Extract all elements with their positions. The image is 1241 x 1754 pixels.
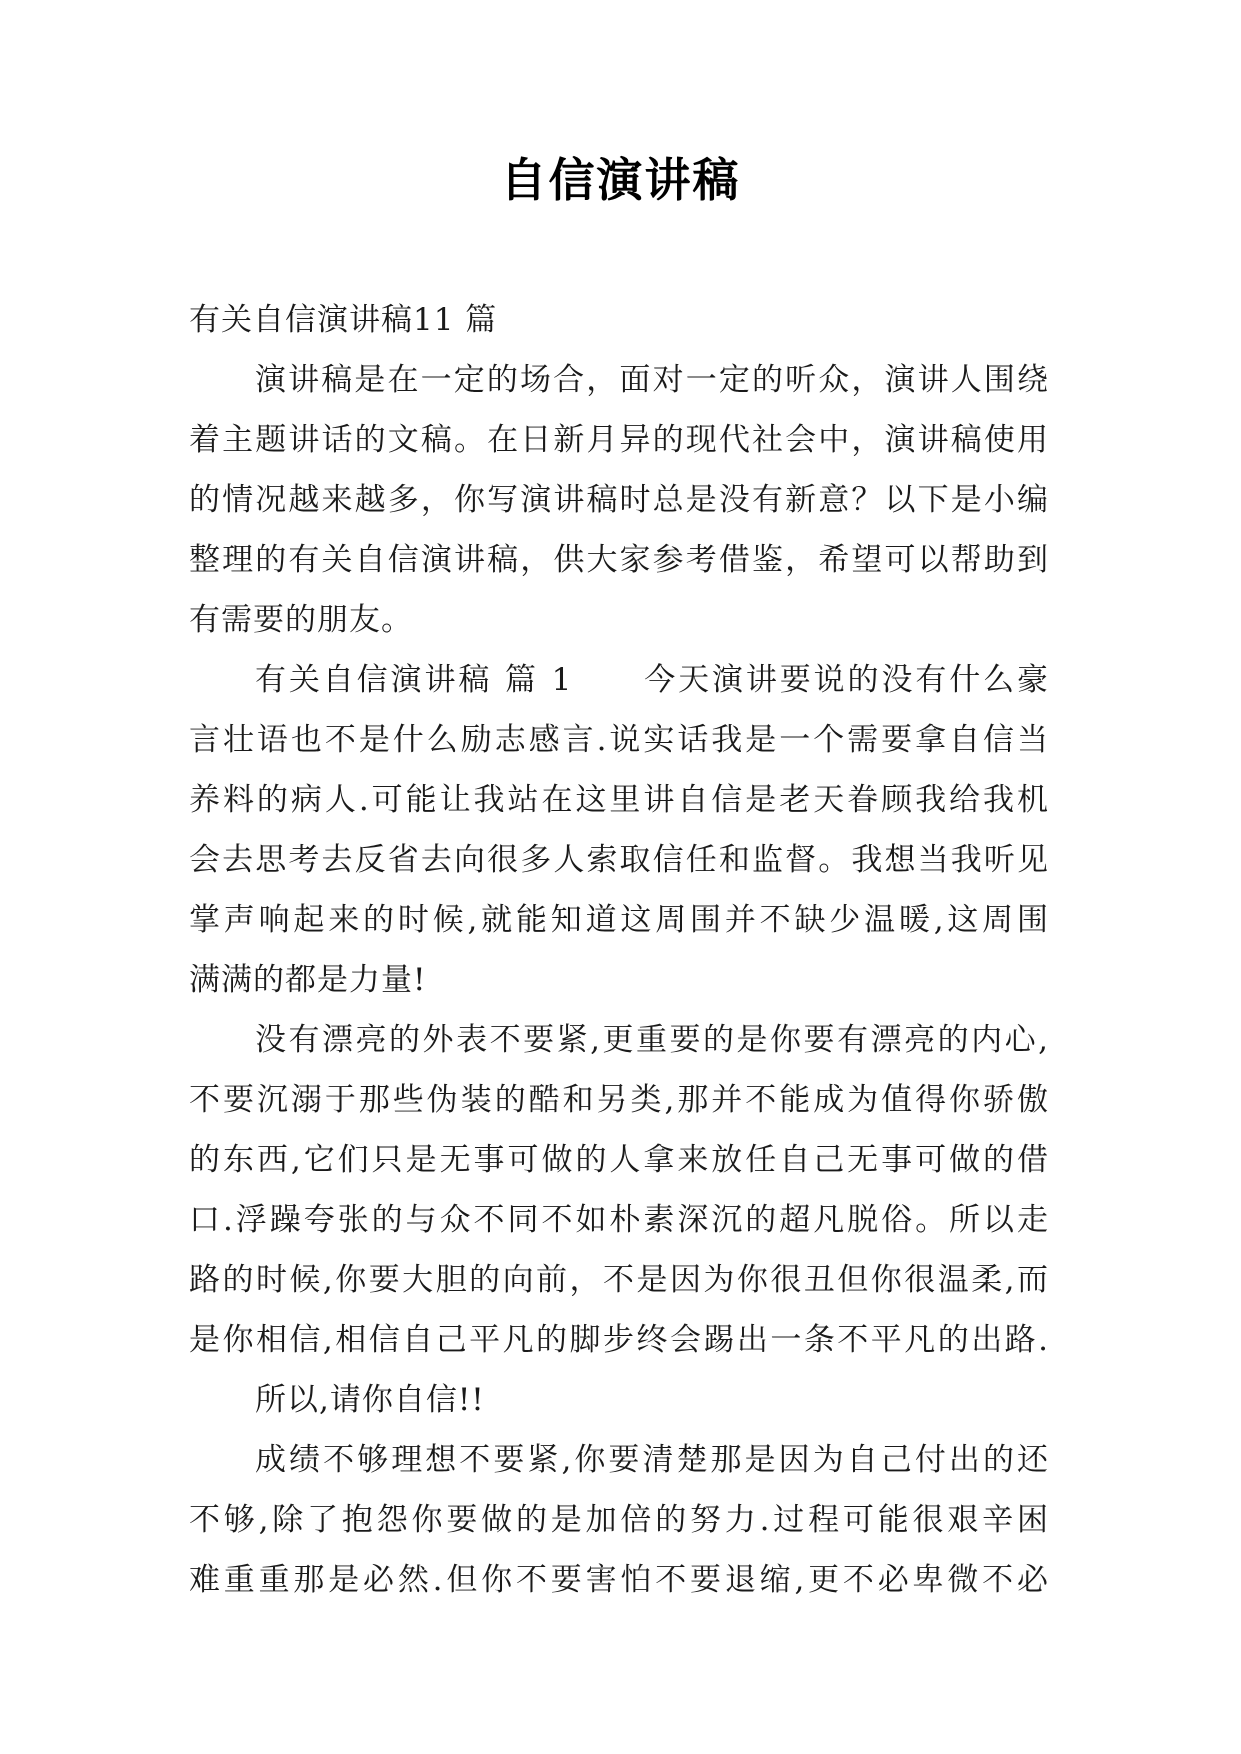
document-title: 自信演讲稿 — [500, 153, 741, 207]
paragraph-line — [189, 650, 1049, 710]
paragraph-line: 口.浮躁夸张的与众不同不如朴素深沉的超凡脱俗。所以走 — [189, 1202, 1049, 1238]
paragraph-line: 整理的有关自信演讲稿，供大家参考借鉴，希望可以帮助到 — [189, 542, 1049, 578]
paragraph-line: 不要沉溺于那些伪装的酷和另类,那并不能成为值得你骄傲 — [189, 1082, 1049, 1118]
document-subtitle: 有关自信演讲稿11 篇 — [189, 302, 498, 338]
paragraph-line: 满满的都是力量! — [189, 962, 427, 998]
document-body — [189, 290, 1049, 1610]
paragraph-line: 着主题讲话的文稿。在日新月异的现代社会中，演讲稿使用 — [189, 422, 1049, 458]
paragraph-line: 所以,请你自信!! — [255, 1382, 485, 1418]
paragraph-line: 不够,除了抱怨你要做的是加倍的努力.过程可能很艰辛困 — [189, 1502, 1049, 1538]
paragraph-line: 没有漂亮的外表不要紧,更重要的是你要有漂亮的内心, — [255, 1022, 1049, 1058]
paragraph-3 — [189, 1370, 1049, 1430]
intro-paragraph — [189, 350, 1049, 650]
paragraph-text: 今天演讲要说的没有什么豪 — [642, 662, 1049, 698]
section-heading: 有关自信演讲稿 篇 1 — [255, 662, 573, 698]
paragraph-line: 有需要的朋友。 — [189, 602, 413, 638]
paragraph-line: 会去思考去反省去向很多人索取信任和监督。我想当我听见 — [189, 842, 1049, 878]
paragraph-line: 的情况越来越多，你写演讲稿时总是没有新意？以下是小编 — [189, 482, 1049, 518]
paragraph-line: 的东西,它们只是无事可做的人拿来放任自己无事可做的借 — [189, 1142, 1049, 1178]
section-1-paragraph — [189, 650, 1049, 1010]
paragraph-line: 养料的病人.可能让我站在这里讲自信是老天眷顾我给我机 — [189, 782, 1049, 818]
paragraph-line: 掌声响起来的时候,就能知道这周围并不缺少温暖,这周围 — [189, 902, 1049, 938]
paragraph-line: 言壮语也不是什么励志感言.说实话我是一个需要拿自信当 — [189, 722, 1049, 758]
paragraph-line: 成绩不够理想不要紧,你要清楚那是因为自己付出的还 — [255, 1442, 1049, 1478]
paragraph-2 — [189, 1010, 1049, 1370]
paragraph-line: 难重重那是必然.但你不要害怕不要退缩,更不必卑微不必 — [189, 1562, 1049, 1598]
paragraph-line: 路的时候,你要大胆的向前，不是因为你很丑但你很温柔,而 — [189, 1262, 1049, 1298]
paragraph-line: 是你相信,相信自己平凡的脚步终会踢出一条不平凡的出路. — [189, 1322, 1049, 1358]
paragraph-4 — [189, 1430, 1049, 1610]
paragraph-line: 演讲稿是在一定的场合，面对一定的听众，演讲人围绕 — [255, 362, 1049, 398]
